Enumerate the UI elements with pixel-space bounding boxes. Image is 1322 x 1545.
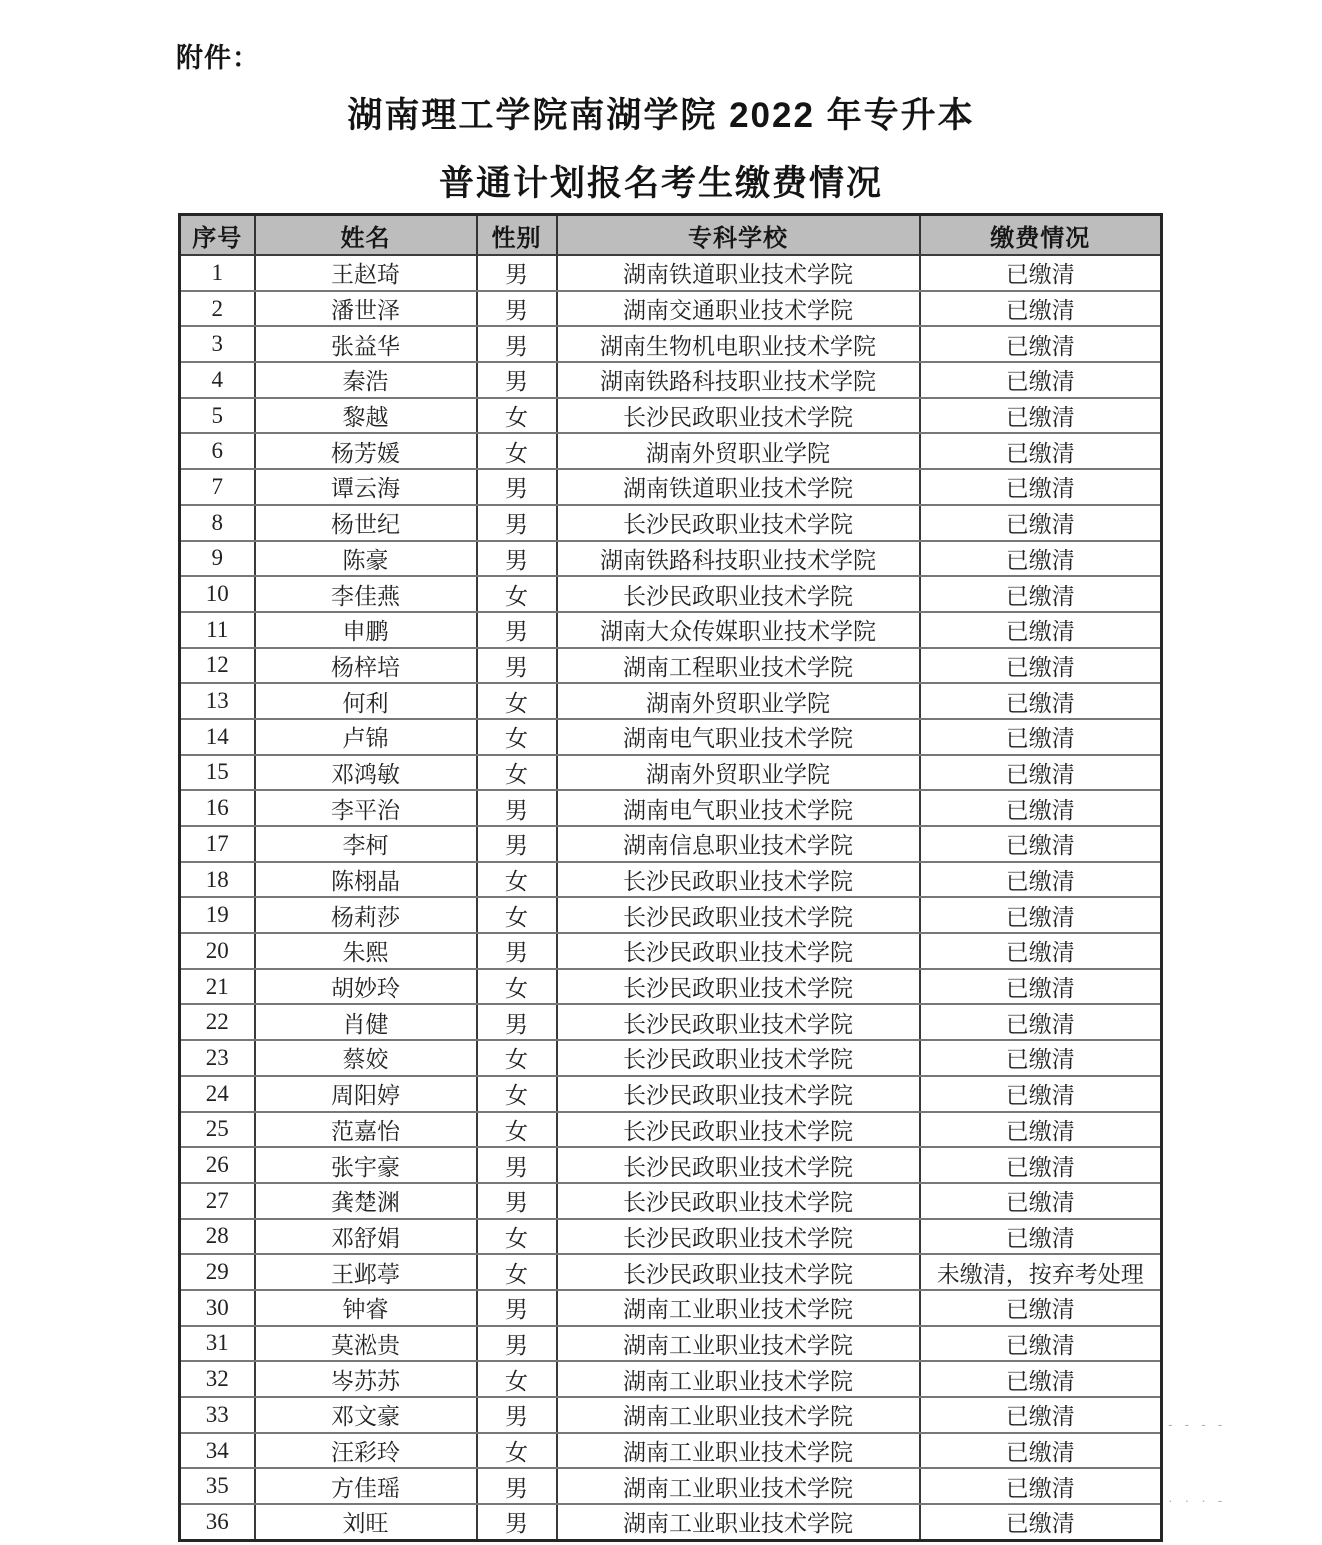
- cell-name: 王赵琦: [255, 255, 477, 291]
- cell-seq: 2: [180, 291, 255, 327]
- cell-gender: 男: [477, 326, 557, 362]
- cell-school: 长沙民政职业技术学院: [557, 1040, 920, 1076]
- cell-payment: 已缴清: [920, 683, 1162, 719]
- table-row: [180, 755, 1162, 791]
- cell-gender: 男: [477, 1504, 557, 1540]
- cell-seq: 31: [180, 1326, 255, 1362]
- table-row: [180, 648, 1162, 684]
- cell-payment: 已缴清: [920, 255, 1162, 291]
- cell-school: 湖南铁路科技职业技术学院: [557, 362, 920, 398]
- table-row: [180, 1254, 1162, 1290]
- attachment-label: 附件：: [176, 43, 260, 73]
- cell-name: 方佳瑶: [255, 1468, 477, 1504]
- cell-name: 肖健: [255, 1004, 477, 1040]
- cell-gender: 女: [477, 1254, 557, 1290]
- cell-seq: 34: [180, 1433, 255, 1469]
- cell-name: 杨芳媛: [255, 433, 477, 469]
- header-school: 专科学校: [557, 215, 920, 256]
- cell-gender: 女: [477, 1219, 557, 1255]
- cell-name: 秦浩: [255, 362, 477, 398]
- cell-school: 湖南铁路科技职业技术学院: [557, 541, 920, 577]
- cell-seq: 29: [180, 1254, 255, 1290]
- cell-payment: 已缴清: [920, 1040, 1162, 1076]
- table-row: [180, 576, 1162, 612]
- cell-school: 长沙民政职业技术学院: [557, 576, 920, 612]
- cell-payment: 已缴清: [920, 541, 1162, 577]
- cell-seq: 36: [180, 1504, 255, 1540]
- cell-name: 陈栩晶: [255, 862, 477, 898]
- cell-name: 谭云海: [255, 469, 477, 505]
- cell-name: 李佳燕: [255, 576, 477, 612]
- cell-payment: 已缴清: [920, 612, 1162, 648]
- cell-gender: 女: [477, 897, 557, 933]
- table-row: [180, 790, 1162, 826]
- cell-seq: 28: [180, 1219, 255, 1255]
- table-row: [180, 291, 1162, 327]
- cell-payment: 已缴清: [920, 1112, 1162, 1148]
- cell-seq: 16: [180, 790, 255, 826]
- cell-name: 岑苏苏: [255, 1361, 477, 1397]
- cell-seq: 6: [180, 433, 255, 469]
- cell-school: 湖南外贸职业学院: [557, 433, 920, 469]
- table-row: [180, 1219, 1162, 1255]
- cell-school: 湖南工业职业技术学院: [557, 1361, 920, 1397]
- cell-payment: 已缴清: [920, 1183, 1162, 1219]
- cell-school: 长沙民政职业技术学院: [557, 1004, 920, 1040]
- cell-name: 黎越: [255, 398, 477, 434]
- cell-gender: 女: [477, 1433, 557, 1469]
- cell-payment: 已缴清: [920, 1361, 1162, 1397]
- cell-school: 长沙民政职业技术学院: [557, 1147, 920, 1183]
- cell-school: 湖南铁道职业技术学院: [557, 469, 920, 505]
- table-row: [180, 433, 1162, 469]
- cell-seq: 7: [180, 469, 255, 505]
- table-row: [180, 1504, 1162, 1540]
- cell-name: 刘旺: [255, 1504, 477, 1540]
- table-row: [180, 1468, 1162, 1504]
- table-row: [180, 362, 1162, 398]
- table-row: [180, 1290, 1162, 1326]
- cell-name: 胡妙玲: [255, 969, 477, 1005]
- table-row: [180, 255, 1162, 291]
- cell-seq: 23: [180, 1040, 255, 1076]
- table-row: [180, 398, 1162, 434]
- cell-payment: 已缴清: [920, 398, 1162, 434]
- cell-school: 湖南电气职业技术学院: [557, 790, 920, 826]
- cell-gender: 男: [477, 826, 557, 862]
- cell-gender: 男: [477, 469, 557, 505]
- cell-name: 邓舒娟: [255, 1219, 477, 1255]
- cell-gender: 男: [477, 1397, 557, 1433]
- cell-gender: 女: [477, 1076, 557, 1112]
- cell-gender: 男: [477, 1147, 557, 1183]
- cell-school: 长沙民政职业技术学院: [557, 398, 920, 434]
- cell-payment: 已缴清: [920, 790, 1162, 826]
- cell-gender: 男: [477, 505, 557, 541]
- cell-gender: 女: [477, 755, 557, 791]
- cell-name: 杨莉莎: [255, 897, 477, 933]
- cell-seq: 25: [180, 1112, 255, 1148]
- cell-gender: 男: [477, 1004, 557, 1040]
- cell-seq: 32: [180, 1361, 255, 1397]
- cell-gender: 女: [477, 683, 557, 719]
- cell-school: 长沙民政职业技术学院: [557, 969, 920, 1005]
- table-row: [180, 612, 1162, 648]
- cell-name: 王邺葶: [255, 1254, 477, 1290]
- cell-name: 汪彩玲: [255, 1433, 477, 1469]
- table-row: [180, 505, 1162, 541]
- cell-name: 周阳婷: [255, 1076, 477, 1112]
- cell-school: 湖南工业职业技术学院: [557, 1433, 920, 1469]
- cell-payment: 已缴清: [920, 576, 1162, 612]
- cell-school: 长沙民政职业技术学院: [557, 1076, 920, 1112]
- cell-payment: 未缴清，按弃考处理: [920, 1254, 1162, 1290]
- cell-payment: 已缴清: [920, 1468, 1162, 1504]
- cell-name: 张益华: [255, 326, 477, 362]
- cell-gender: 男: [477, 291, 557, 327]
- cell-name: 朱熙: [255, 933, 477, 969]
- cell-seq: 15: [180, 755, 255, 791]
- cell-gender: 男: [477, 1326, 557, 1362]
- cell-payment: 已缴清: [920, 648, 1162, 684]
- cell-payment: 已缴清: [920, 862, 1162, 898]
- cell-gender: 女: [477, 719, 557, 755]
- cell-gender: 男: [477, 648, 557, 684]
- cell-gender: 男: [477, 255, 557, 291]
- cell-school: 湖南外贸职业学院: [557, 683, 920, 719]
- cell-payment: 已缴清: [920, 1290, 1162, 1326]
- cell-school: 湖南交通职业技术学院: [557, 291, 920, 327]
- cell-seq: 1: [180, 255, 255, 291]
- cell-name: 邓文豪: [255, 1397, 477, 1433]
- cell-name: 潘世泽: [255, 291, 477, 327]
- cell-name: 范嘉怡: [255, 1112, 477, 1148]
- cell-payment: 已缴清: [920, 897, 1162, 933]
- cell-payment: 已缴清: [920, 969, 1162, 1005]
- cell-payment: 已缴清: [920, 505, 1162, 541]
- cell-name: 邓鸿敏: [255, 755, 477, 791]
- header-name: 姓名: [255, 215, 477, 256]
- cell-seq: 13: [180, 683, 255, 719]
- table-row: [180, 1433, 1162, 1469]
- cell-name: 杨梓培: [255, 648, 477, 684]
- cell-seq: 19: [180, 897, 255, 933]
- scan-artifact: - - - -: [1168, 1416, 1227, 1432]
- cell-gender: 男: [477, 1183, 557, 1219]
- cell-payment: 已缴清: [920, 1004, 1162, 1040]
- cell-gender: 女: [477, 398, 557, 434]
- table-row: [180, 1004, 1162, 1040]
- cell-seq: 21: [180, 969, 255, 1005]
- cell-seq: 12: [180, 648, 255, 684]
- cell-name: 何利: [255, 683, 477, 719]
- cell-seq: 10: [180, 576, 255, 612]
- table-row: [180, 969, 1162, 1005]
- cell-gender: 男: [477, 933, 557, 969]
- cell-payment: 已缴清: [920, 1219, 1162, 1255]
- payment-status-table: [178, 213, 1163, 1542]
- cell-seq: 11: [180, 612, 255, 648]
- cell-school: 湖南工业职业技术学院: [557, 1397, 920, 1433]
- table-row: [180, 1040, 1162, 1076]
- cell-name: 陈豪: [255, 541, 477, 577]
- cell-name: 龚楚渊: [255, 1183, 477, 1219]
- header-payment: 缴费情况: [920, 215, 1162, 256]
- cell-seq: 5: [180, 398, 255, 434]
- cell-school: 长沙民政职业技术学院: [557, 505, 920, 541]
- cell-school: 湖南生物机电职业技术学院: [557, 326, 920, 362]
- cell-name: 杨世纪: [255, 505, 477, 541]
- table-row: [180, 1326, 1162, 1362]
- cell-payment: 已缴清: [920, 291, 1162, 327]
- table-row: [180, 862, 1162, 898]
- cell-seq: 8: [180, 505, 255, 541]
- cell-gender: 男: [477, 1468, 557, 1504]
- cell-school: 湖南信息职业技术学院: [557, 826, 920, 862]
- table-row: [180, 683, 1162, 719]
- cell-seq: 4: [180, 362, 255, 398]
- cell-gender: 女: [477, 1361, 557, 1397]
- cell-name: 申鹏: [255, 612, 477, 648]
- cell-gender: 男: [477, 362, 557, 398]
- header-gender: 性别: [477, 215, 557, 256]
- cell-seq: 33: [180, 1397, 255, 1433]
- cell-payment: 已缴清: [920, 1147, 1162, 1183]
- table-row: [180, 469, 1162, 505]
- cell-payment: 已缴清: [920, 826, 1162, 862]
- cell-school: 长沙民政职业技术学院: [557, 1219, 920, 1255]
- cell-gender: 男: [477, 612, 557, 648]
- cell-payment: 已缴清: [920, 755, 1162, 791]
- table-row: [180, 826, 1162, 862]
- table-row: [180, 326, 1162, 362]
- header-seq: 序号: [180, 215, 255, 256]
- cell-school: 长沙民政职业技术学院: [557, 1183, 920, 1219]
- cell-name: 李柯: [255, 826, 477, 862]
- cell-name: 卢锦: [255, 719, 477, 755]
- cell-school: 长沙民政职业技术学院: [557, 1254, 920, 1290]
- table-header-row: [180, 215, 1162, 256]
- cell-school: 湖南工业职业技术学院: [557, 1468, 920, 1504]
- cell-gender: 女: [477, 576, 557, 612]
- cell-name: 钟睿: [255, 1290, 477, 1326]
- table-row: [180, 1183, 1162, 1219]
- cell-school: 湖南工程职业技术学院: [557, 648, 920, 684]
- cell-name: 李平治: [255, 790, 477, 826]
- cell-school: 湖南工业职业技术学院: [557, 1290, 920, 1326]
- cell-gender: 男: [477, 790, 557, 826]
- table-row: [180, 897, 1162, 933]
- scan-artifact: · · · -: [1168, 1492, 1227, 1508]
- cell-payment: 已缴清: [920, 933, 1162, 969]
- cell-payment: 已缴清: [920, 326, 1162, 362]
- cell-payment: 已缴清: [920, 433, 1162, 469]
- cell-gender: 男: [477, 541, 557, 577]
- table-row: [180, 1361, 1162, 1397]
- cell-seq: 9: [180, 541, 255, 577]
- table-row: [180, 1112, 1162, 1148]
- table-row: [180, 933, 1162, 969]
- cell-payment: 已缴清: [920, 1504, 1162, 1540]
- cell-school: 长沙民政职业技术学院: [557, 1112, 920, 1148]
- cell-school: 长沙民政职业技术学院: [557, 862, 920, 898]
- cell-name: 张宇豪: [255, 1147, 477, 1183]
- cell-school: 湖南工业职业技术学院: [557, 1504, 920, 1540]
- cell-gender: 女: [477, 862, 557, 898]
- cell-seq: 20: [180, 933, 255, 969]
- cell-gender: 女: [477, 433, 557, 469]
- cell-seq: 24: [180, 1076, 255, 1112]
- cell-name: 蔡姣: [255, 1040, 477, 1076]
- cell-seq: 18: [180, 862, 255, 898]
- cell-school: 湖南大众传媒职业技术学院: [557, 612, 920, 648]
- table-row: [180, 1076, 1162, 1112]
- cell-payment: 已缴清: [920, 1076, 1162, 1112]
- table-row: [180, 541, 1162, 577]
- cell-gender: 女: [477, 1040, 557, 1076]
- cell-payment: 已缴清: [920, 1433, 1162, 1469]
- cell-seq: 26: [180, 1147, 255, 1183]
- cell-seq: 17: [180, 826, 255, 862]
- cell-payment: 已缴清: [920, 1397, 1162, 1433]
- table-body: [180, 255, 1162, 1540]
- cell-payment: 已缴清: [920, 469, 1162, 505]
- cell-school: 长沙民政职业技术学院: [557, 933, 920, 969]
- table-row: [180, 1397, 1162, 1433]
- table-row: [180, 1147, 1162, 1183]
- document-title-line1: 湖南理工学院南湖学院 2022 年专升本: [347, 96, 975, 135]
- cell-gender: 女: [477, 969, 557, 1005]
- cell-gender: 女: [477, 1112, 557, 1148]
- cell-payment: 已缴清: [920, 362, 1162, 398]
- cell-payment: 已缴清: [920, 1326, 1162, 1362]
- document-title-line2: 普通计划报名考生缴费情况: [438, 164, 883, 203]
- cell-seq: 27: [180, 1183, 255, 1219]
- cell-gender: 男: [477, 1290, 557, 1326]
- cell-name: 莫淞贵: [255, 1326, 477, 1362]
- cell-school: 湖南铁道职业技术学院: [557, 255, 920, 291]
- cell-school: 湖南工业职业技术学院: [557, 1326, 920, 1362]
- cell-seq: 35: [180, 1468, 255, 1504]
- cell-payment: 已缴清: [920, 719, 1162, 755]
- cell-seq: 3: [180, 326, 255, 362]
- cell-school: 湖南外贸职业学院: [557, 755, 920, 791]
- cell-seq: 22: [180, 1004, 255, 1040]
- cell-seq: 14: [180, 719, 255, 755]
- cell-school: 湖南电气职业技术学院: [557, 719, 920, 755]
- cell-school: 长沙民政职业技术学院: [557, 897, 920, 933]
- table-row: [180, 719, 1162, 755]
- cell-seq: 30: [180, 1290, 255, 1326]
